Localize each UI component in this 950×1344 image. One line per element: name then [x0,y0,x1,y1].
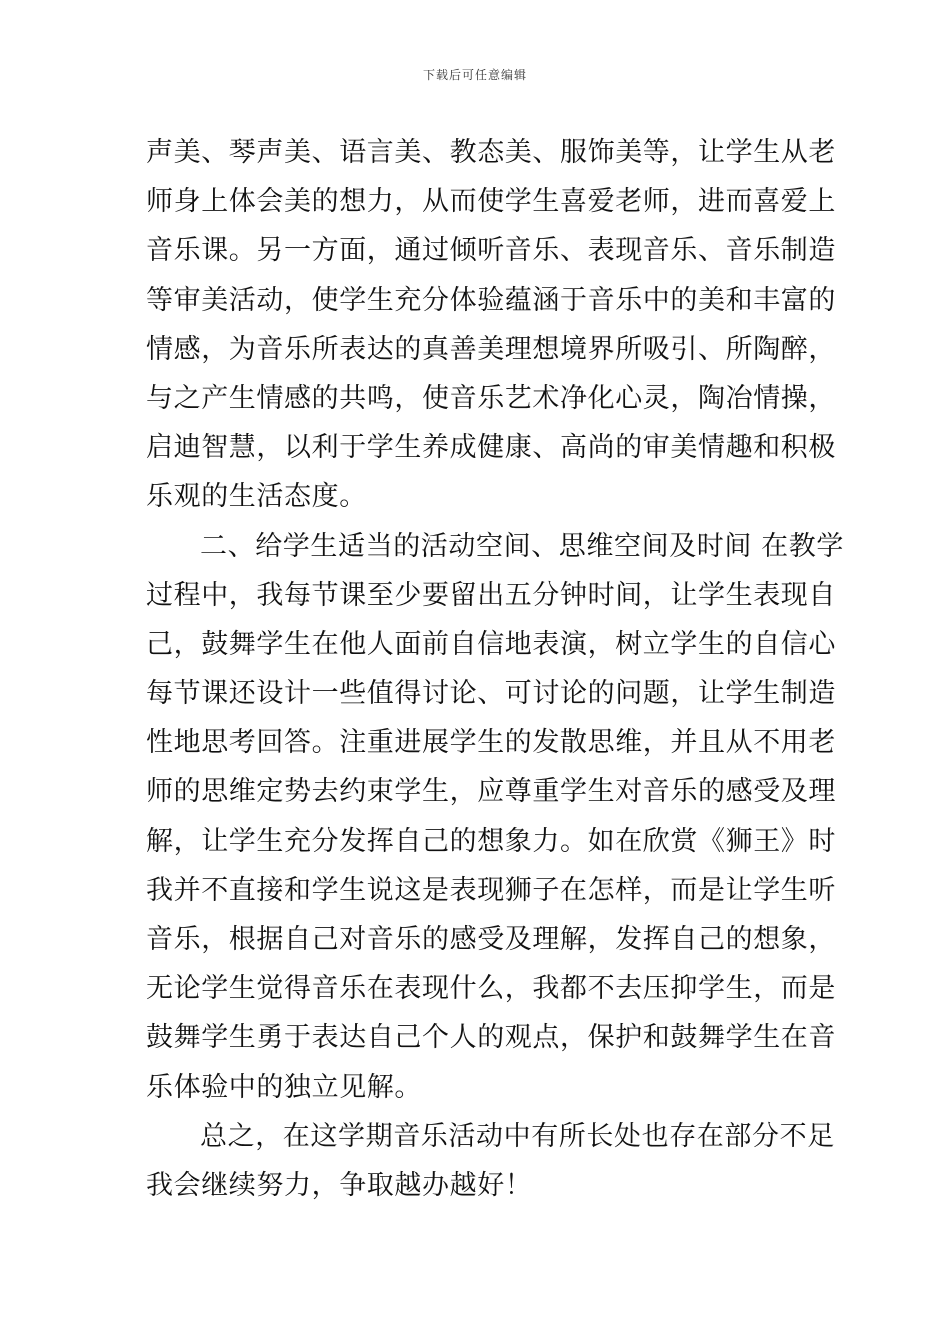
text-line: 师身上体会美的想力，从而使学生喜爱老师，进而喜爱上 [146,186,836,218]
text-line: 情感，为音乐所表达的真善美理想境界所吸引、所陶醉， [146,333,836,365]
text-line: 音乐，根据自己对音乐的感受及理解，发挥自己的想象， [146,924,836,955]
text-line: 乐观的生活态度。 [146,481,367,513]
text-line: 我并不直接和学生说这是表现狮子在怎样，而是让学生听 [146,874,836,906]
text-line: 过程中，我每节课至少要留出五分钟时间，让学生表现自 [146,579,836,611]
text-line: 声美、琴声美、语言美、教态美、服饰美等，让学生从老 [146,137,836,168]
text-line: 我会继续努力，争取越办越好！ [146,1169,533,1201]
section-heading-line: 二、给学生适当的活动空间、思维空间及时间 在教学 [200,530,844,562]
text-line: 启迪智慧，以利于学生养成健康、高尚的审美情趣和积极 [146,432,836,464]
text-line: 无论学生觉得音乐在表现什么，我都不去压抑学生，而是 [146,973,836,1005]
text-line: 己，鼓舞学生在他人面前自信地表演，树立学生的自信心 [146,628,836,660]
document-body [146,128,844,1210]
text-line: 乐体验中的独立见解。 [146,1071,422,1103]
text-line: 每节课还设计一些值得讨论、可讨论的问题，让学生制造 [146,678,836,710]
text-line: 音乐课。另一方面，通过倾听音乐、表现音乐、音乐制造 [146,235,836,267]
page-header-note: 下载后可任意编辑 [422,68,527,82]
text-line: 解，让学生充分发挥自己的想象力。如在欣赏《狮王》时 [146,825,836,857]
text-line: 鼓舞学生勇于表达自己个人的观点，保护和鼓舞学生在音 [146,1022,836,1054]
conclusion-line: 总之，在这学期音乐活动中有所长处也存在部分不足 [200,1120,835,1152]
text-line: 师的思维定势去约束学生，应尊重学生对音乐的感受及理 [146,776,836,808]
text-line: 与之产生情感的共鸣，使音乐艺术净化心灵，陶冶情操， [146,382,836,414]
text-line: 等审美活动，使学生充分体验蕴涵于音乐中的美和丰富的 [146,284,836,316]
text-line: 性地思考回答。注重进展学生的发散思维，并且从不用老 [146,727,836,759]
